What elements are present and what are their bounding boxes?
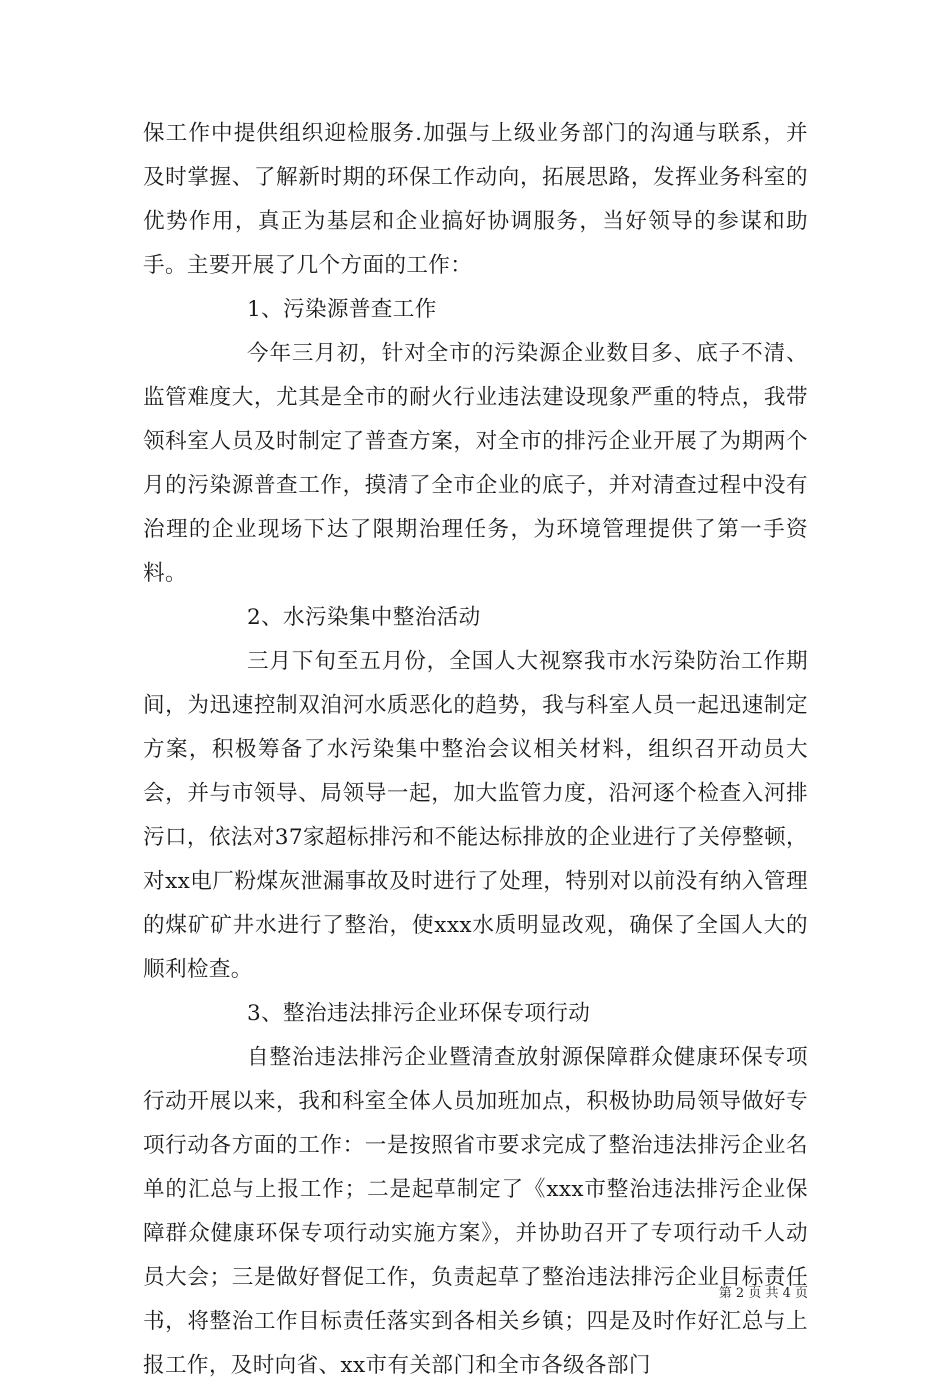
section-heading-1: 1、污染源普查工作 [247,297,437,322]
paragraph-section-1: 今年三月初，针对全市的污染源企业数目多、底子不清、监管难度大，尤其是全市的耐火行业违法建设现象严重的特点，我带领科室人员及时制定了普查方案，对全市的排污企业开展了为期两个月的污染源普查工作，摸清了全市企业的底子，并对清查过程中没有治理的企业现场下达了限期治理任务，为环境管理提供了第一手资料。 [143,341,808,586]
section-heading-2: 2、水污染集中整治活动 [247,605,481,630]
paragraph-intro: 保工作中提供组织迎检服务.加强与上级业务部门的沟通与联系，并及时掌握、了解新时期的环保工作动向，拓展思路，发挥业务科室的优势作用，真正为基层和企业搞好协调服务，当好领导的参谋和助手。主要开展了几个方面的工作： [143,121,808,278]
document-body [143,112,808,1388]
paragraph-section-2: 三月下旬至五月份，全国人大视察我市水污染防治工作期间，为迅速控制双洎河水质恶化的趋势，我与科室人员一起迅速制定方案，积极筹备了水污染集中整治会议相关材料，组织召开动员大会，并与市领导、局领导一起，加大监管力度，沿河逐个检查入河排污口，依法对37家超标排污和不能达标排放的企业进行了关停整顿，对xx电厂粉煤灰泄漏事故及时进行了处理，特别对以前没有纳入管理的煤矿矿井水进行了整治，使xxx水质明显改观，确保了全国人大的顺利检查。 [143,649,808,982]
paragraph-section-3: 自整治违法排污企业暨清查放射源保障群众健康环保专项行动开展以来，我和科室全体人员加班加点，积极协助局领导做好专项行动各方面的工作：一是按照省市要求完成了整治违法排污企业名单的汇总与上报工作；二是起草制定了《xxx市整治违法排污企业保障群众健康环保专项行动实施方案》，并协助召开了专项行动千人动员大会；三是做好督促工作，负责起草了整治违法排污企业目标责任书，将整治工作目标责任落实到各相关乡镇；四是及时作好汇总与上报工作，及时向省、xx市有关部门和全市各级各部门 [143,1045,808,1378]
section-heading-3: 3、整治违法排污企业环保专项行动 [247,1001,591,1026]
page-number-footer: 第 2 页 共 4 页 [718,1286,808,1301]
